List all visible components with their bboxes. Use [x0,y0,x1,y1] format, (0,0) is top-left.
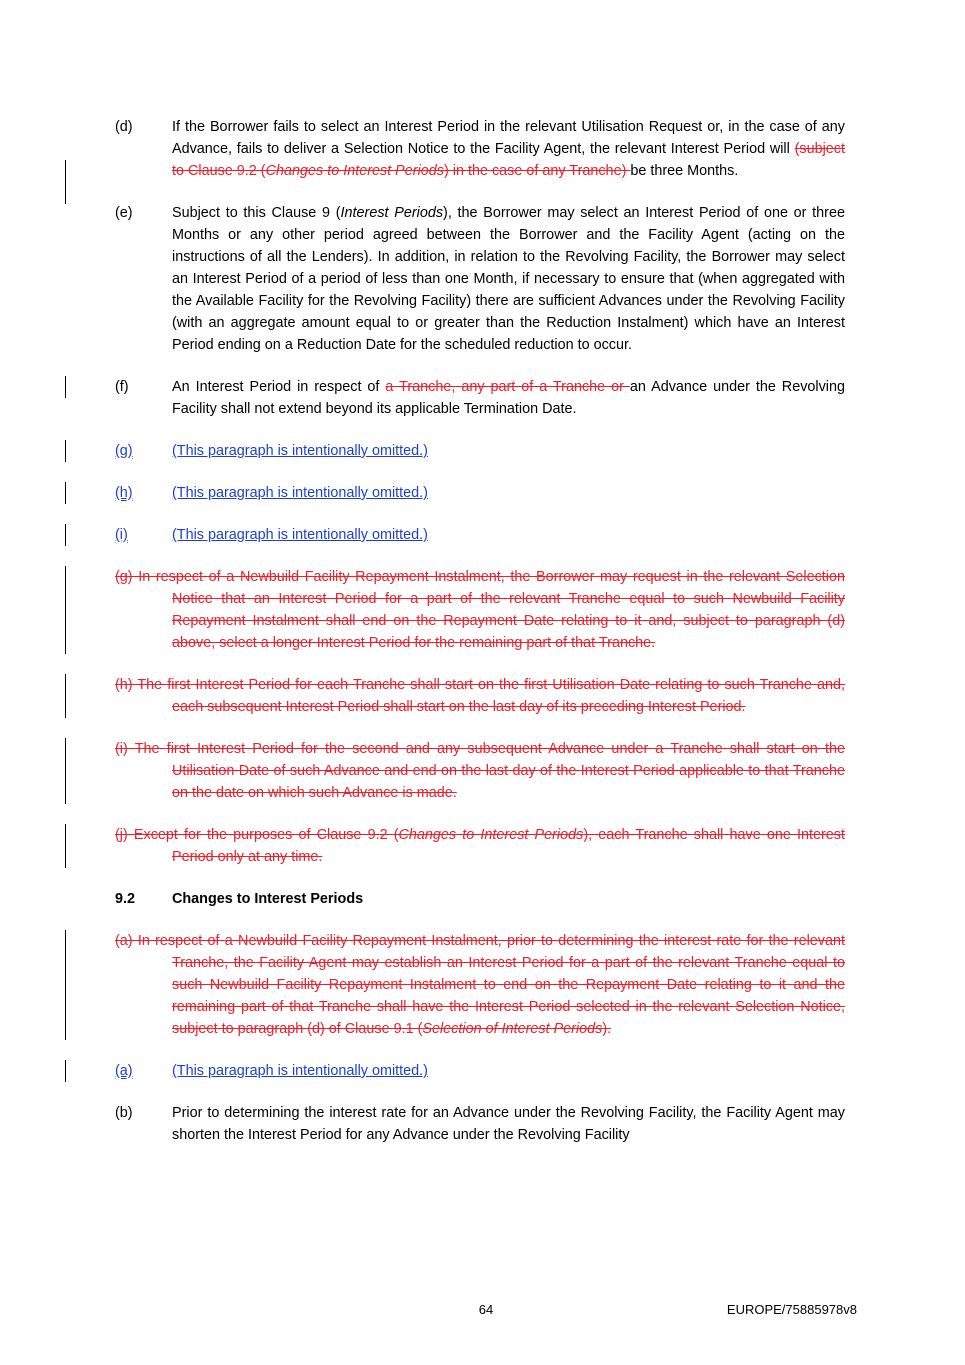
deleted-paragraph-j [115,824,845,868]
paragraph-text [172,1060,845,1082]
change-bar [65,824,66,868]
change-bar [65,160,66,204]
paragraph-d [115,116,845,182]
deleted-text: ). [602,1021,612,1037]
deleted-text: a Tranche, any part of a Tranche or [385,379,630,395]
deleted-text: (a) In respect of a Newbuild Facility Repayment Instalment, prior to determining the interest rate for the relevant Tranche, the Facility Agent may establish an Interest Period for a part of the relevant Tranche equal to such Newbuild Facility Repayment Instalment to end on the Repayment Date relating to it and the remaining part of that Tranche shall have the Interest Period selected in the relevant Selection Notice, subject to paragraph (d) of Clause 9.1 ( [115,933,845,1037]
change-bar [65,376,66,398]
deleted-italic-text: Changes to Interest Periods [265,163,444,179]
deleted-text: ) in the case of any Tranche) [443,163,631,179]
document-body [115,116,845,1166]
deleted-text-block [115,930,845,1040]
page-footer [0,1299,965,1321]
change-bar [65,674,66,718]
section-heading [115,888,845,910]
paragraph-b [115,1102,845,1146]
section-title: Changes to Interest Periods [172,891,364,907]
paragraph-text [172,482,845,504]
inserted-text: (This paragraph is intentionally omitted.) [172,527,428,543]
paragraph-label: (g) [115,443,133,459]
italic-text: Interest Periods [340,205,444,221]
inserted-text: (This paragraph is intentionally omitted.) [172,1063,428,1079]
inserted-text: (This paragraph is intentionally omitted.) [172,485,428,501]
deleted-paragraph-i [115,738,845,804]
page-number: 64 [478,1302,494,1317]
deleted-text-block [115,824,845,868]
text-run: an Advance under the Revolving Facility shall not extend beyond its applicable Termination Date. [172,379,846,417]
paragraph-text [172,202,845,356]
text-run: An Interest Period in respect of [172,379,386,395]
change-bar [65,440,66,462]
change-bar [65,738,66,804]
inserted-paragraph-i [115,524,845,546]
deleted-text: ), each Tranche shall have one Interest Period only at any time. [172,827,845,865]
deleted-paragraph-a [115,930,845,1040]
paragraph-label: (e) [115,205,133,221]
paragraph-text [172,440,845,462]
inserted-text: (This paragraph is intentionally omitted.) [172,443,428,459]
deleted-text: (j) Except for the purposes of Clause 9.2 ( [115,827,399,843]
deleted-text: (g) In respect of a Newbuild Facility Repayment Instalment, the Borrower may request in the relevant Selection Notice that an Interest Period for a part of the relevant Tranche equal to such Newbuild Facility Repayment Instalment shall end on the Repayment Date relating to it and, subject to paragraph (d) above, select a longer Interest Period for the remaining part of that Tranche. [115,569,845,651]
text-run: ), the Borrower may select an Interest Period of one or three Months or any other period agreed between the Borrower and the Facility Agent (acting on the instructions of all the Lenders). In addition, in relation to the Revolving Facility, the Borrower may select an Interest Period of a period of less than one Month, if necessary to ensure that (when aggregated with the Available Facility for the Revolving Facility) there are sufficient Advances under the Revolving Facility (with an aggregate amount equal to or greater than the Reduction Instalment) which have an Interest Period ending on a Reduction Date for the scheduled reduction to occur. [172,205,845,353]
inserted-paragraph-g [115,440,845,462]
paragraph-text: Prior to determining the interest rate for an Advance under the Revolving Facility, the Facility Agent may shorten the Interest Period for any Advance under the Revolving Facility [172,1105,845,1143]
deleted-paragraph-g [115,566,845,654]
paragraph-text [172,376,845,420]
paragraph-e [115,202,845,356]
text-run: Subject to this Clause 9 ( [172,205,341,221]
deleted-text: (i) The first Interest Period for the second and any subsequent Advance under a Tranche shall start on the Utilisation Date of such Advance and end on the last day of the Interest Period applicable to that Tranche on the date on which such Advance is made. [115,741,845,801]
inserted-paragraph-a [115,1060,845,1082]
paragraph-label: (i) [115,527,128,543]
change-bar [65,930,66,1040]
document-reference: EUROPE/75885978v8 [726,1302,857,1317]
change-bar [65,566,66,654]
paragraph-f [115,376,845,420]
deleted-italic-text: Changes to Interest Periods [398,827,584,843]
change-bar [65,482,66,504]
deleted-italic-text: Selection of Interest Periods [422,1021,603,1037]
paragraph-text [172,116,845,182]
deleted-paragraph-h [115,674,845,718]
change-bar [65,1060,66,1082]
paragraph-label: (f) [115,379,129,395]
text-run: be three Months. [630,163,739,179]
deleted-text: (subject to Clause 9.2 ( [172,141,845,179]
section-number: 9.2 [115,891,136,907]
paragraph-label: (h) [115,485,133,501]
paragraph-label: (d) [115,119,133,135]
paragraph-label: (a) [115,1063,133,1079]
paragraph-label: (b) [115,1105,133,1121]
change-bar [65,524,66,546]
deleted-text: (h) The first Interest Period for each Tranche shall start on the first Utilisation Date relating to such Tranche and, each subsequent Interest Period shall start on the last day of its preceding Interest Period. [115,677,845,715]
paragraph-text [172,524,845,546]
text-run: If the Borrower fails to select an Interest Period in the relevant Utilisation Request or, in the case of any Advance, fails to deliver a Selection Notice to the Facility Agent, the relevant Interest Period will [172,119,845,157]
inserted-paragraph-h [115,482,845,504]
